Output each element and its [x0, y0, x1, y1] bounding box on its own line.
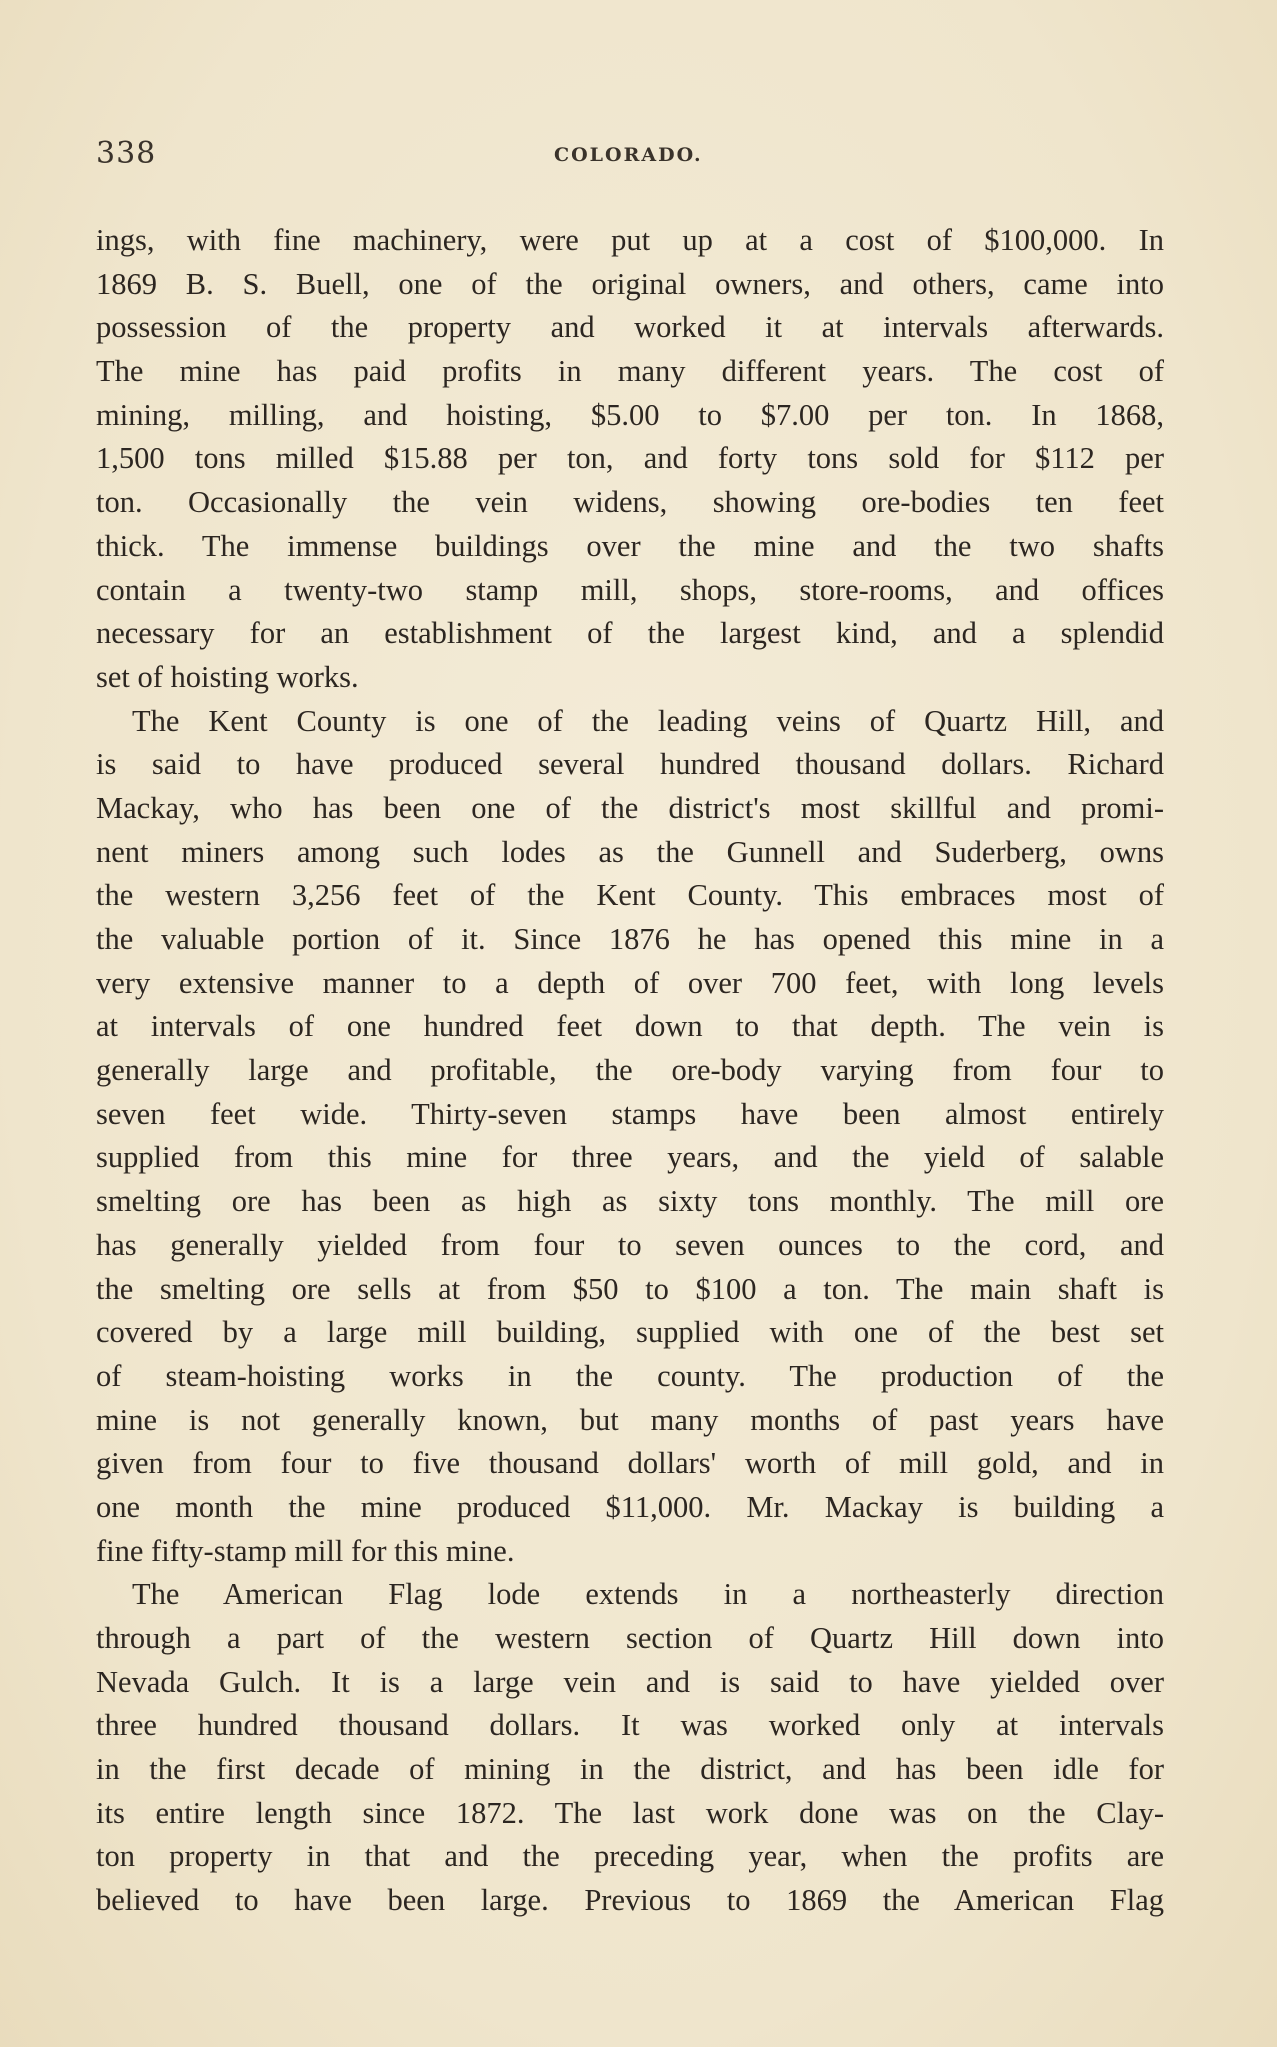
text-line: through a part of the western section of Quartz Hill down into: [96, 1621, 1164, 1655]
text-line: 1,500 tons milled $15.88 per ton, and forty tons sold for $112 per: [96, 441, 1164, 476]
text-line: contain a twenty-two stamp mill, shops, store-rooms, and offices: [96, 572, 1164, 607]
text-line: its entire length since 1872. The last work done was on the Clay-: [96, 1795, 1164, 1830]
text-line: ton property in that and the preceding year, when the profits are: [96, 1839, 1164, 1874]
text-line: thick. The immense buildings over the mine and the two shafts: [96, 528, 1164, 563]
text-line: ton. Occasionally the vein widens, showing ore-bodies ten feet: [96, 485, 1164, 520]
text-line: in the first decade of mining in the district, and has been idle for: [96, 1752, 1164, 1787]
text-line: very extensive manner to a depth of over 700 feet, with long levels: [96, 965, 1164, 1000]
text-line: The mine has paid profits in many different years. The cost of: [96, 354, 1164, 389]
text-line: smelting ore has been as high as sixty tons monthly. The mill ore: [96, 1184, 1164, 1219]
text-line: nent miners among such lodes as the Gunnell and Suderberg, owns: [96, 834, 1164, 869]
text-line: one month the mine produced $11,000. Mr. Mackay is building a: [96, 1489, 1164, 1524]
text-line: mine is not generally known, but many months of past years have: [96, 1402, 1164, 1437]
text-line: Nevada Gulch. It is a large vein and is said to have yielded over: [96, 1664, 1164, 1699]
text-line: supplied from this mine for three years, and the yield of salable: [96, 1140, 1164, 1175]
text-line: The Kent County is one of the leading veins of Quartz Hill, and: [132, 703, 1164, 738]
text-line: mining, milling, and hoisting, $5.00 to $7.00 per ton. In 1868,: [96, 397, 1164, 432]
text-line: necessary for an establishment of the largest kind, and a splendid: [96, 616, 1164, 651]
text-line: fine fifty-stamp mill for this mine.: [96, 1533, 515, 1568]
text-line: generally large and profitable, the ore-body varying from four to: [96, 1053, 1164, 1088]
text-line: at intervals of one hundred feet down to that depth. The vein is: [96, 1009, 1164, 1044]
text-line: given from four to five thousand dollars' worth of mill gold, and in: [96, 1446, 1164, 1481]
text-line: the valuable portion of it. Since 1876 he has opened this mine in a: [96, 922, 1164, 956]
text-line: believed to have been large. Previous to 1869 the American Flag: [96, 1883, 1164, 1918]
page-header: [96, 136, 1164, 176]
text-line: covered by a large mill building, supplied with one of the best set: [96, 1315, 1164, 1350]
text-line: ings, with fine machinery, were put up at a cost of $100,000. In: [96, 223, 1164, 257]
text-line: is said to have produced several hundred thousand dollars. Richard: [96, 747, 1164, 782]
text-line: has generally yielded from four to seven ounces to the cord, and: [96, 1227, 1164, 1262]
text-line: Mackay, who has been one of the district's most skillful and promi-: [96, 790, 1164, 825]
body-text: [96, 219, 1164, 1923]
text-line: three hundred thousand dollars. It was worked only at intervals: [96, 1708, 1164, 1743]
text-line: set of hoisting works.: [96, 659, 359, 694]
running-head: COLORADO.: [554, 144, 703, 166]
text-line: the smelting ore sells at from $50 to $100 a ton. The main shaft is: [96, 1271, 1164, 1306]
text-line: possession of the property and worked it at intervals afterwards.: [96, 310, 1164, 345]
text-line: The American Flag lode extends in a northeasterly direction: [132, 1577, 1164, 1612]
text-line: 1869 B. S. Buell, one of the original owners, and others, came into: [96, 266, 1164, 301]
page-number: 338: [96, 136, 157, 171]
text-line: seven feet wide. Thirty-seven stamps have been almost entirely: [96, 1096, 1164, 1131]
text-line: the western 3,256 feet of the Kent County. This embraces most of: [96, 878, 1164, 913]
text-line: of steam-hoisting works in the county. The production of the: [96, 1358, 1164, 1393]
